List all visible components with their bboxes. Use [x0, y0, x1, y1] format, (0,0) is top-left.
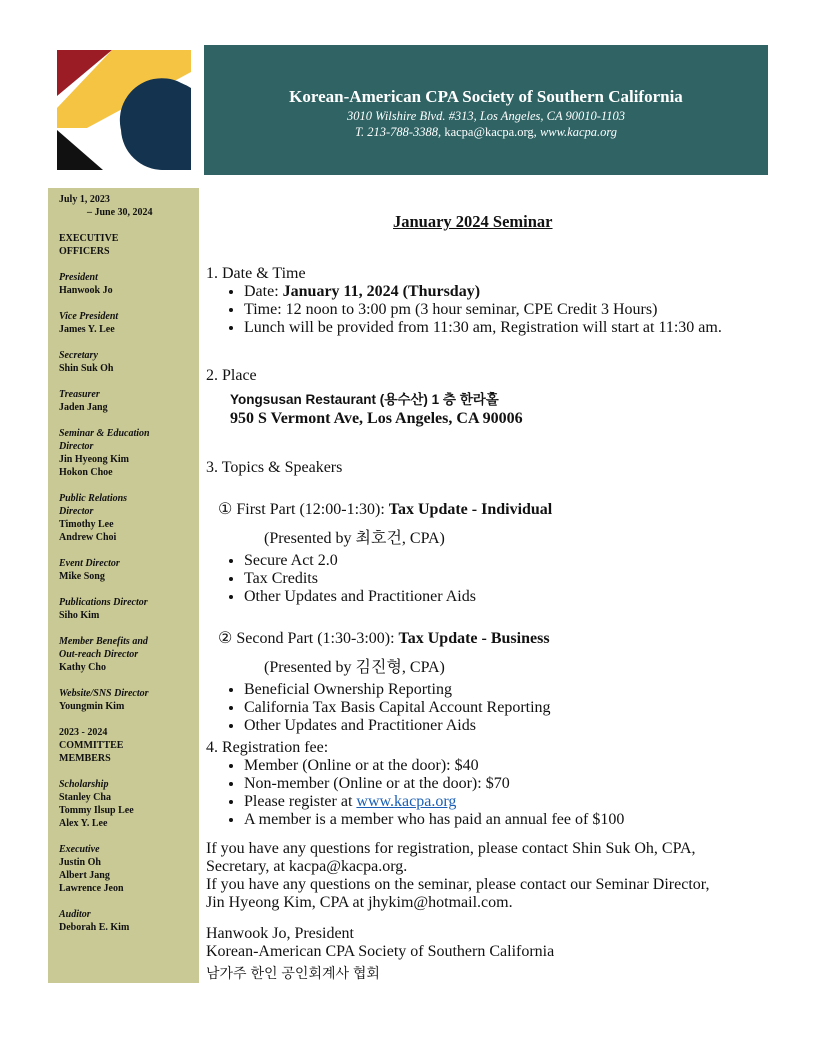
committee-name: Alex Y. Lee [59, 818, 108, 829]
officer-role: Member Benefits and Out-reach Director [59, 636, 148, 660]
fee-heading: 4. Registration fee: [206, 739, 329, 756]
officer-role: Public Relations Director [59, 493, 128, 517]
part2-line: ② Second Part (1:30-3:00): Tax Update - Business [218, 630, 550, 647]
officer-name: Siho Kim [59, 610, 100, 621]
topic-item: • Secure Act 2.0 [244, 552, 552, 570]
topic-item: • Other Updates and Practitioner Aids [244, 588, 552, 606]
officer-name: James Y. Lee [59, 324, 115, 335]
signature-block [206, 925, 554, 983]
topic-item: • Tax Credits [244, 570, 552, 588]
committee-group [59, 908, 199, 934]
officer-group [59, 388, 199, 414]
officer-name: Jin Hyeong Kim [59, 454, 130, 465]
contact-line-1: If you have any questions for registration, please contact Shin Suk Oh, CPA, [206, 840, 696, 857]
org-phone: T. 213-788-3388, [354, 125, 442, 139]
part1-line: ① First Part (12:00-1:30): Tax Update - Individual [218, 501, 553, 518]
officer-group [59, 557, 199, 583]
officer-role: Website/SNS Director [59, 688, 149, 699]
committee-name: Tommy Ilsup Lee [59, 805, 134, 816]
officer-group [59, 687, 199, 713]
topic-item: • California Tax Basis Capital Account Reporting [244, 699, 552, 717]
part1-topics [206, 552, 552, 606]
officer-name: Jaden Jang [59, 402, 108, 413]
officer-name: Hanwook Jo [59, 285, 113, 296]
part2-presenter: (Presented by 김진형, CPA) [264, 659, 445, 676]
committee-list [59, 778, 199, 934]
org-email: kacpa@kacpa.org, [444, 125, 537, 139]
section-fee [206, 739, 624, 829]
fee-register: • Please register at www.kacpa.org [244, 793, 624, 811]
officer-name: Youngmin Kim [59, 701, 125, 712]
topic-item: • Other Updates and Practitioner Aids [244, 717, 552, 735]
officer-name: Mike Song [59, 571, 105, 582]
officer-name: Kathy Cho [59, 662, 106, 673]
signer-name: Hanwook Jo, President [206, 925, 354, 942]
fee-note: • A member is a member who has paid an annual fee of $100 [244, 811, 624, 829]
venue-address: 950 S Vermont Ave, Los Angeles, CA 90006 [230, 410, 523, 427]
officer-name: Timothy Lee [59, 519, 114, 530]
committee-name: Justin Oh [59, 857, 101, 868]
fee-member: • Member (Online or at the door): $40 [244, 757, 624, 775]
officers-sidebar [48, 188, 199, 983]
officer-group [59, 310, 199, 336]
officer-name: Andrew Choi [59, 532, 117, 543]
contact-line-3: If you have any questions on the seminar, please contact our Seminar Director, [206, 876, 710, 893]
term-start: July 1, 2023 [59, 194, 110, 205]
officer-list [59, 271, 199, 713]
officer-name: Hokon Choe [59, 467, 113, 478]
kacpa-logo [57, 50, 191, 170]
officer-group [59, 596, 199, 622]
org-address: 3010 Wilshire Blvd. #313, Los Angeles, CA 90010-1103 [346, 109, 625, 123]
officer-group [59, 635, 199, 674]
committee-name: Stanley Cha [59, 792, 111, 803]
term-end: – June 30, 2024 [87, 207, 153, 218]
committee-group [59, 778, 199, 830]
section-date-time [206, 265, 722, 337]
officer-group [59, 492, 199, 544]
signer-org: Korean-American CPA Society of Southern California [206, 943, 555, 960]
officer-role: Seminar & Education Director [59, 428, 150, 452]
officer-role: President [59, 272, 98, 283]
contact-info [206, 840, 709, 912]
contact-line-2: Secretary, at kacpa@kacpa.org. [206, 858, 408, 875]
exec-heading: EXECUTIVE OFFICERS [59, 233, 119, 257]
signer-org-korean: 남가주 한인 공인회계사 협회 [206, 965, 380, 981]
date-item: • Date: January 11, 2024 (Thursday) [244, 283, 722, 301]
committee-role: Auditor [59, 909, 91, 920]
officer-role: Event Director [59, 558, 120, 569]
part1-presenter: (Presented by 최호건, CPA) [264, 530, 445, 547]
page-title: January 2024 Seminar [393, 212, 553, 231]
topic-item: • Beneficial Ownership Reporting [244, 681, 552, 699]
committee-role: Scholarship [59, 779, 109, 790]
committee-role: Executive [59, 844, 100, 855]
time-item: • Time: 12 noon to 3:00 pm (3 hour seminar, CPE Credit 3 Hours) [244, 301, 722, 319]
topics-heading: 3. Topics & Speakers [206, 459, 343, 476]
officer-group [59, 349, 199, 375]
committee-heading: 2023 - 2024 COMMITTEE MEMBERS [59, 727, 124, 764]
section-place [206, 367, 523, 428]
officer-group [59, 271, 199, 297]
section-topics [206, 459, 552, 735]
place-heading: 2. Place [206, 367, 257, 384]
contact-line-4: Jin Hyeong Kim, CPA at jhykim@hotmail.com. [206, 894, 513, 911]
venue-name: Yongsusan Restaurant (용수산) 1 층 한라홀 [230, 392, 499, 407]
date-time-heading: 1. Date & Time [206, 265, 306, 282]
part2-topics [206, 681, 552, 735]
org-website: www.kacpa.org [539, 125, 618, 139]
officer-role: Publications Director [59, 597, 148, 608]
officer-role: Vice President [59, 311, 119, 322]
org-name: Korean-American CPA Society of Southern California [289, 87, 683, 106]
org-contact [204, 125, 768, 140]
lunch-item: • Lunch will be provided from 11:30 am, Registration will start at 11:30 am. [244, 319, 722, 337]
officer-role: Secretary [59, 350, 98, 361]
officer-role: Treasurer [59, 389, 100, 400]
officer-name: Shin Suk Oh [59, 363, 114, 374]
header-banner [204, 45, 768, 175]
officer-group [59, 427, 199, 479]
register-link[interactable]: www.kacpa.org [356, 793, 457, 810]
committee-name: Lawrence Jeon [59, 883, 124, 894]
committee-name: Deborah E. Kim [59, 922, 130, 933]
committee-name: Albert Jang [59, 870, 110, 881]
fee-nonmember: • Non-member (Online or at the door): $70 [244, 775, 624, 793]
committee-group [59, 843, 199, 895]
